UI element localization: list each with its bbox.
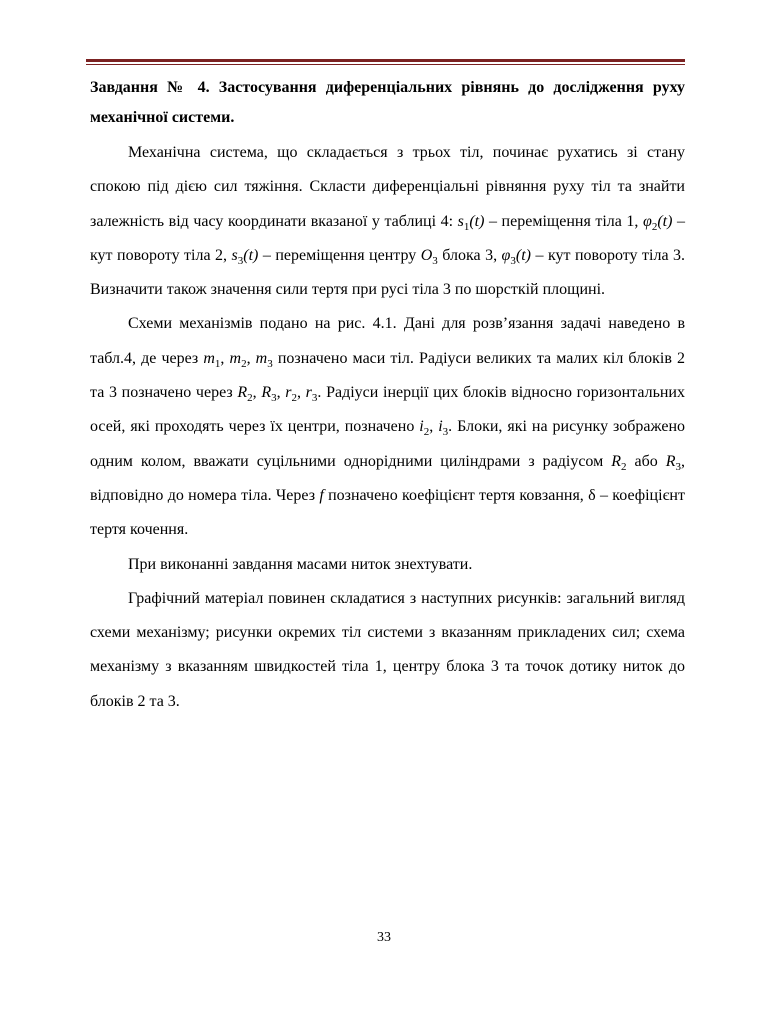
- text-run: – кут повороту тіла 3. Визначити також значення сили тертя при русі тіла 3 по шорсткій площині.: [90, 246, 686, 299]
- formula-R2: $R_2$: [237, 384, 253, 405]
- formula-m1: $m_1$: [203, 349, 221, 370]
- paragraph-3: При виконанні завдання масами ниток знехтувати.: [128, 555, 473, 573]
- formula-m2: $m_2$: [229, 349, 247, 370]
- formula-phi3: $\varphi_3(t)$: [501, 246, 532, 267]
- header-rule-thin: [86, 64, 685, 65]
- formula-o3: $O_3$: [420, 246, 438, 267]
- formula-f: f: [319, 486, 324, 504]
- text-run: – переміщення центру: [258, 246, 421, 264]
- text-run: Механічна система, що складається з трьох тіл, починає рухатись зі стану спокою під дією сил тяжіння. Скласти диференціальні рівняння руху тіл та знайти залежність від часу координати вказаної у таблиці 4:: [90, 144, 685, 230]
- task-heading: Завдання № 4. Застосування диференціальних рівнянь до дослідження руху механічної системи.: [90, 79, 685, 126]
- text-run: блока 3,: [437, 246, 502, 264]
- formula-phi2: $\varphi_2(t)$: [642, 212, 673, 233]
- text-run: , відповідно до номера тіла. Через: [90, 452, 685, 504]
- text-run: – переміщення тіла 1,: [484, 212, 643, 230]
- formula-s1: $s_1(t)$: [457, 212, 485, 233]
- page-body: [90, 73, 685, 719]
- text-run: Схеми механізмів подано на рис. 4.1. Дані для розв’язання задачі наведено в табл.4, де через: [90, 315, 685, 367]
- formula-R2b: $R_2$: [611, 452, 627, 473]
- formula-R3: $R_3$: [261, 384, 277, 405]
- formula-s3: $s_3(t)$: [231, 246, 259, 267]
- formula-R3b: $R_3$: [665, 452, 681, 473]
- paragraph-1: [90, 136, 685, 307]
- paragraph-2: Схеми механізмів подано на рис. 4.1. Дані для розв’язання задачі наведено в табл.4, де через $m_1$, $m_2$, $m_3$ позначено маси тіл. Радіуси великих та малих кіл блоків 2 та 3 позначено через $R_2$, $R_3$, $r_2$, $r_3$. Радіуси інерції цих блоків відносно горизонтальних осей, які проходять через їх центри, позначено $i_2$, $i_3$. Блоки, які на рисунку зображено одним колом, вважати суцільними однорідними циліндрами з радіусом $R_2$ або $R_3$, відповідно до номера тіла. Через f позначено коефіцієнт тертя ковзання, δ – коефіцієнт тертя кочення.: [90, 315, 686, 539]
- page-number: 33: [377, 930, 391, 945]
- text-run: або: [626, 452, 666, 470]
- text-run: . Радіуси інерції цих блоків відносно горизонтальних осей, які проходять через їх центри, позначено: [90, 384, 685, 436]
- header-rule: [86, 59, 685, 62]
- text-run: – кут повороту тіла 2,: [90, 212, 686, 264]
- formula-m3: $m_3$: [255, 349, 273, 370]
- formula-r2: $r_2$: [285, 384, 297, 405]
- paragraph-4: Графічний матеріал повинен складатися з наступних рисунків: загальний вигляд схеми механізму; рисунки окремих тіл системи з вказанням прикладених сил; схема механізму з вказанням швидкостей тіла 1, центру блока 3 та точок дотику ниток до блоків 2 та 3.: [90, 589, 685, 710]
- formula-i2: $i_2$: [419, 418, 430, 439]
- text-run: позначено маси тіл. Радіуси великих та малих кіл блоків 2 та 3 позначено через: [90, 349, 686, 402]
- text-run: позначено коефіцієнт тертя ковзання, δ – коефіцієнт тертя кочення.: [90, 486, 685, 539]
- formula-i3: $i_3$: [438, 418, 449, 439]
- formula-r3: $r_3$: [305, 384, 318, 405]
- text-run: . Блоки, які на рисунку зображено одним колом, вважати суцільними однорідними циліндрами з радіусом: [90, 418, 685, 470]
